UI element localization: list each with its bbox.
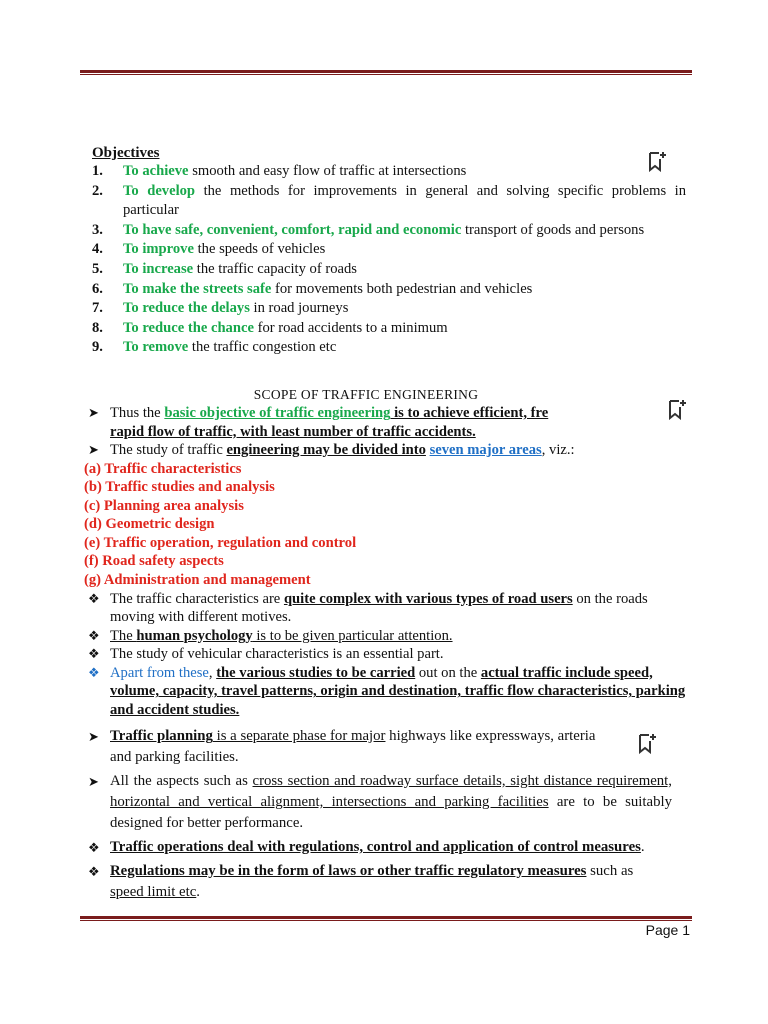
- list-item: 2. To develop the methods for improvements in general and solving specific problems in particular: [92, 182, 686, 219]
- list-item: (c) Planning area analysis: [84, 497, 244, 514]
- scope-paragraph-3: ❖ The traffic characteristics are quite complex with various types of road users on the roads moving with different motives.: [88, 590, 648, 626]
- scope-paragraph-4: ❖ The human psychology is to be given particular attention.: [88, 627, 453, 644]
- objectives-heading: Objectives: [92, 145, 160, 161]
- bookmark-add-icon[interactable]: [648, 150, 668, 172]
- list-item: (g) Administration and management: [84, 572, 311, 589]
- scope-section: [84, 384, 688, 719]
- list-item: 5. To increase the traffic capacity of roads: [92, 260, 357, 277]
- arrow-bullet-icon: ➤: [88, 442, 99, 457]
- list-item: (a) Traffic characteristics: [84, 460, 242, 477]
- diamond-bullet-icon: ❖: [88, 864, 100, 879]
- scope-paragraph-5: ❖ The study of vehicular characteristics is an essential part.: [88, 646, 444, 663]
- list-item: 7. To reduce the delays in road journeys: [92, 300, 349, 317]
- planning-paragraph-4: ❖ Regulations may be in the form of laws or other traffic regulatory measures such as speed limit etc.: [88, 863, 634, 900]
- list-item: 9. To remove the traffic congestion etc: [92, 339, 337, 356]
- list-item: 4. To improve the speeds of vehicles: [92, 241, 326, 258]
- bookmark-add-icon[interactable]: [668, 398, 688, 420]
- list-item: 3. To have safe, convenient, comfort, rapid and economic transport of goods and persons: [92, 221, 645, 238]
- diamond-bullet-icon: ❖: [88, 590, 100, 606]
- scope-paragraph-1: ➤ Thus the basic objective of traffic engineering is to achieve efficient, fre rapid flow of traffic, with least number of traffic accidents.: [88, 405, 549, 440]
- scope-paragraph-6: ❖ Apart from these, the various studies to be carried out on the actual traffic include speed, volume, capacity, travel patterns, origin and destination, traffic flow characteristics, parking and accident studies.: [88, 664, 686, 718]
- list-item: (f) Road safety aspects: [84, 553, 224, 570]
- diamond-bullet-icon: ❖: [88, 646, 100, 662]
- list-item: (e) Traffic operation, regulation and control: [84, 534, 357, 551]
- arrow-bullet-icon: ➤: [88, 774, 99, 789]
- diamond-bullet-icon: ❖: [88, 664, 100, 680]
- diamond-bullet-icon: ❖: [88, 840, 100, 855]
- scope-title: SCOPE OF TRAFFIC ENGINEERING: [253, 387, 479, 402]
- planning-paragraph-3: ❖ Traffic operations deal with regulations, control and application of control measures.: [84, 837, 688, 858]
- objectives-section: [84, 144, 688, 358]
- planning-paragraph-2: ➤ All the aspects such as cross section and roadway surface details, sight distance requirement, horizontal and vertical alignment, intersections and parking facilities are to be suitably designed for better performance.: [88, 773, 672, 831]
- objectives-list: [84, 162, 688, 358]
- diamond-bullet-icon: ❖: [88, 627, 100, 643]
- planning-paragraph-1: ➤ Traffic planning is a separate phase for major highways like expressways, arteria and parking facilities.: [88, 728, 596, 765]
- list-item: 8. To reduce the chance for road accidents to a minimum: [92, 319, 448, 336]
- list-item: (d) Geometric design: [84, 516, 215, 533]
- arrow-bullet-icon: ➤: [88, 405, 99, 420]
- scope-paragraph-2: ➤ The study of traffic engineering may be divided into seven major areas, viz.:: [88, 442, 575, 458]
- list-item: 6. To make the streets safe for movements both pedestrian and vehicles: [92, 280, 533, 297]
- planning-section: [84, 726, 688, 906]
- list-item: (b) Traffic studies and analysis: [84, 479, 275, 496]
- page-number: Page 1: [645, 922, 690, 938]
- bookmark-add-icon[interactable]: [638, 732, 658, 754]
- list-item: 1. To achieve smooth and easy flow of traffic at intersections: [92, 163, 467, 179]
- areas-list: [84, 460, 688, 590]
- top-rule: [80, 70, 692, 73]
- bottom-rule: [80, 916, 692, 919]
- arrow-bullet-icon: ➤: [88, 729, 99, 744]
